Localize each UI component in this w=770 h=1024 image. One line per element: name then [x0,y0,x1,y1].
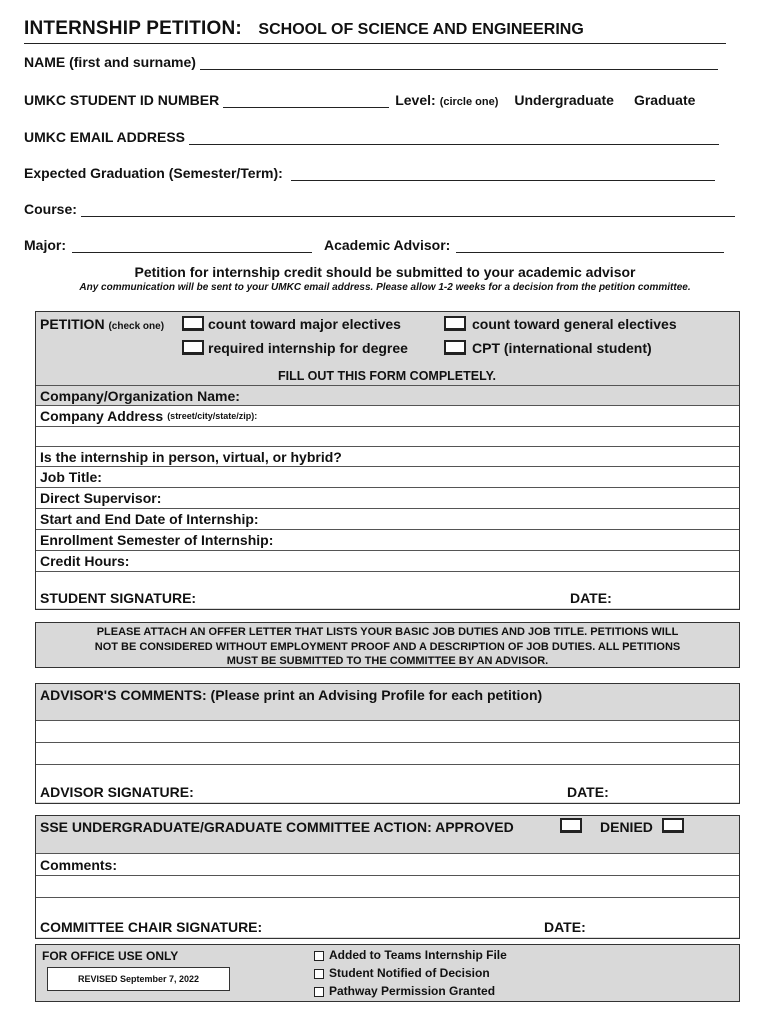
submit-note: Petition for internship credit should be submitted to your academic advisor [134,264,636,280]
page-title: INTERNSHIP PETITION: [24,18,242,39]
advisor-comment-line-1[interactable] [36,720,739,742]
credit-hours-label: Credit Hours: [40,553,130,569]
major-label: Major: [24,237,66,253]
office-use-box [35,944,740,1002]
option-general-electives: count toward general electives [472,316,677,332]
form-title [24,18,726,44]
credit-hours-row[interactable] [36,550,739,571]
graduation-field [24,165,715,181]
option-major-electives: count toward major electives [208,316,401,332]
advisor-label: Academic Advisor: [324,237,451,253]
petition-hint: (check one) [108,321,165,332]
office-check-2-label: Student Notified of Decision [329,966,490,980]
name-input[interactable] [200,56,718,70]
school-name: SCHOOL OF SCIENCE AND ENGINEERING [258,21,584,38]
advisor-box [35,683,740,804]
company-name-row[interactable] [36,385,739,405]
job-title-row[interactable] [36,466,739,487]
name-label: NAME (first and surname) [24,54,196,70]
checkbox-approved[interactable] [560,818,582,833]
checkbox-denied[interactable] [662,818,684,833]
checkbox-pathway-permission[interactable] [314,987,324,997]
petition-label: PETITION (check one) [40,316,165,332]
office-check-3-label: Pathway Permission Granted [329,984,496,998]
student-signature-row[interactable] [36,571,739,608]
office-check-2[interactable] [314,966,490,980]
attach-notice-line-1: PLEASE ATTACH AN OFFER LETTER THAT LISTS YOUR BASIC JOB DUTIES AND JOB TITLE. PETITIONS WILL [96,626,679,638]
major-advisor-field [24,237,724,253]
advisor-comments-label: ADVISOR'S COMMENTS: (Please print an Advising Profile for each petition) [40,687,543,703]
student-id-field [24,92,744,108]
student-id-input[interactable] [223,94,389,108]
student-date-label: DATE: [570,590,612,606]
student-signature-label: STUDENT SIGNATURE: [40,590,197,606]
advisor-date-label: DATE: [567,784,609,800]
company-name-label: Company/Organization Name: [40,387,240,404]
supervisor-label: Direct Supervisor: [40,490,162,506]
office-check-1[interactable] [314,948,507,962]
enrollment-semester-row[interactable] [36,529,739,550]
level-undergraduate[interactable]: Undergraduate [514,92,614,108]
graduation-label: Expected Graduation (Semester/Term): [24,165,283,181]
petition-box [35,311,740,610]
name-field [24,54,718,70]
course-input[interactable] [81,203,735,217]
supervisor-row[interactable] [36,487,739,508]
course-field [24,201,735,217]
checkbox-required-internship[interactable] [182,340,204,355]
enrollment-semester-label: Enrollment Semester of Internship: [40,532,274,548]
advisor-comment-line-2[interactable] [36,742,739,764]
committee-date-label: DATE: [544,919,586,935]
email-field [24,129,719,145]
company-address-label: Company Address [40,408,164,424]
committee-comments-row[interactable] [36,853,739,875]
committee-signature-label: COMMITTEE CHAIR SIGNATURE: [40,919,263,935]
company-address-hint: (street/city/state/zip): [167,411,258,421]
advisor-signature-row[interactable] [36,764,739,802]
job-title-label: Job Title: [40,469,102,485]
course-label: Course: [24,201,77,217]
internship-mode-row[interactable] [36,446,739,466]
office-use-label: FOR OFFICE USE ONLY [42,949,179,963]
internship-dates-label: Start and End Date of Internship: [40,511,259,527]
student-id-label: UMKC STUDENT ID NUMBER [24,92,220,108]
committee-action-label: SSE UNDERGRADUATE/GRADUATE COMMITTEE ACTION: APPROVED [40,819,514,835]
office-check-1-label: Added to Teams Internship File [329,948,507,962]
committee-comments-label: Comments: [40,856,118,873]
revised-date-badge: REVISED September 7, 2022 [47,967,230,991]
fill-out-notice: FILL OUT THIS FORM COMPLETELY. [277,369,497,383]
office-check-3[interactable] [314,984,495,998]
communication-note: Any communication will be sent to your UMKC email address. Please allow 1-2 weeks for a decision from the petition committee. [79,282,691,293]
company-address-row-2[interactable] [36,426,739,446]
advisor-input[interactable] [456,239,724,253]
internship-mode-label: Is the internship in person, virtual, or hybrid? [40,448,342,465]
major-input[interactable] [72,239,312,253]
option-cpt: CPT (international student) [472,340,652,356]
attach-notice-line-2: NOT BE CONSIDERED WITHOUT EMPLOYMENT PROOF AND A DESCRIPTION OF JOB DUTIES. ALL PETITIONS [94,640,681,653]
checkbox-major-electives[interactable] [182,316,204,331]
level-graduate[interactable]: Graduate [633,92,696,108]
advisor-signature-label: ADVISOR SIGNATURE: [40,784,194,800]
checkbox-general-electives[interactable] [444,316,466,331]
committee-box [35,815,740,939]
level-hint: (circle one) [439,96,499,108]
internship-dates-row[interactable] [36,508,739,529]
checkbox-student-notified[interactable] [314,969,324,979]
option-required-internship: required internship for degree [208,340,408,356]
email-label: UMKC EMAIL ADDRESS [24,129,186,145]
graduation-input[interactable] [291,167,715,181]
committee-signature-row[interactable] [36,897,739,937]
attach-notice [35,622,740,668]
checkbox-teams-file[interactable] [314,951,324,961]
checkbox-cpt[interactable] [444,340,466,355]
company-address-row[interactable] [36,405,739,426]
attach-notice-line-3: MUST BE SUBMITTED TO THE COMMITTEE BY AN ADVISOR. [226,655,549,667]
committee-comment-line-2[interactable] [36,875,739,897]
denied-label: DENIED [600,819,653,835]
email-input[interactable] [189,131,719,145]
level-label: Level: [395,92,436,108]
